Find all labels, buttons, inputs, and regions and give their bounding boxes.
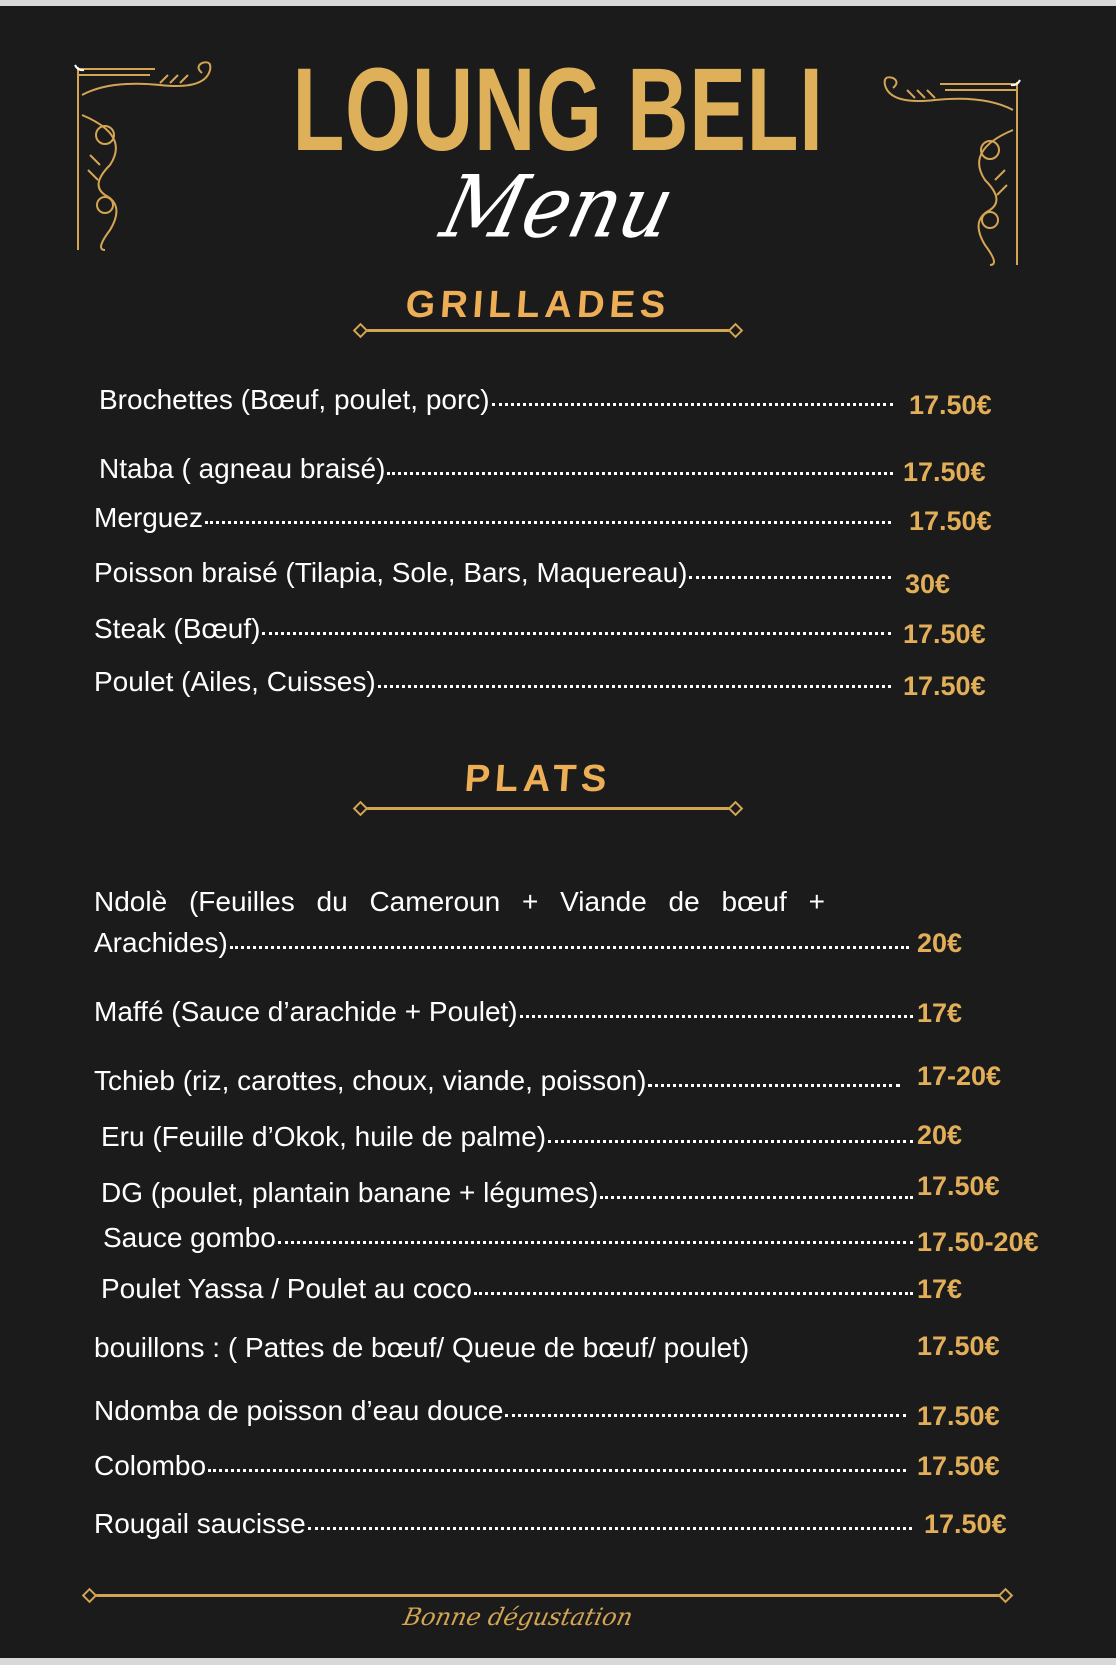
dot-leader [378,685,891,688]
menu-item [94,501,891,535]
item-name: Poulet Yassa / Poulet au coco [101,1273,472,1304]
dot-leader [648,1084,900,1087]
item-price: 17.50€ [917,1451,1000,1481]
menu-item [94,1394,906,1428]
dot-leader [387,472,893,475]
menu-item [103,1221,913,1255]
item-name: Ntaba ( agneau braisé) [99,453,386,484]
menu-item [94,995,913,1029]
dot-leader [205,521,891,524]
menu-item [94,1449,906,1483]
menu-item [99,383,893,417]
dot-leader [278,1241,913,1244]
menu-item [99,452,893,486]
footer-text: Bonne dégustation [400,1603,636,1631]
item-name-line1: Ndolè (Feuilles du Cameroun + Viande de bœuf + [94,886,825,917]
item-price: 17.50€ [917,1331,1000,1361]
item-price: 17.50€ [924,1509,1007,1539]
menu-item [94,612,891,646]
menu-item [101,1120,913,1154]
item-price: 17.50€ [903,671,986,701]
item-price: 17.50€ [917,1171,1000,1201]
item-name: Rougail saucisse [94,1508,306,1539]
item-price: 17-20€ [917,1061,1002,1091]
item-price: 17.50€ [903,619,986,649]
menu-item [94,1331,914,1365]
item-name: Poisson braisé (Tilapia, Sole, Bars, Maquereau) [94,557,688,588]
item-price: 17.50€ [909,390,992,420]
item-name: Poulet (Ailes, Cuisses) [94,666,376,697]
dot-leader [548,1140,913,1143]
item-name: Colombo [94,1450,207,1481]
footer-divider [90,1594,1005,1597]
dot-leader [208,1469,906,1472]
menu-item-line1 [94,885,914,919]
item-name: Merguez [94,502,203,533]
item-name: Maffé (Sauce d’arachide + Poulet) [94,996,518,1027]
menu-item [101,1176,913,1210]
item-price: 17.50-20€ [917,1227,1039,1257]
menu-item [94,1064,900,1098]
dot-leader [230,946,909,949]
item-name: Sauce gombo [103,1222,276,1253]
item-price: 17.50€ [917,1401,1000,1431]
restaurant-title: LOUNG BELI [292,44,824,176]
item-price: 20€ [917,928,963,958]
menu-subtitle: Menu [432,158,684,258]
dot-leader [262,632,891,635]
section-title-grillades: GRILLADES [404,284,672,326]
dot-leader [505,1414,906,1417]
menu-item [94,1507,912,1541]
dot-leader [474,1292,913,1295]
item-name: DG (poulet, plantain banane + légumes) [101,1177,599,1208]
dot-leader [520,1015,913,1018]
item-name: Eru (Feuille d’Okok, huile de palme) [101,1121,547,1152]
item-name: bouillons : ( Pattes de bœuf/ Queue de bœuf/ poulet) [94,1332,750,1363]
item-name: Arachides) [94,927,228,958]
section-divider [361,807,735,810]
menu-item [94,556,891,590]
item-price: 17€ [917,998,963,1028]
item-price: 30€ [905,569,951,599]
menu-item [94,665,891,699]
item-price: 20€ [917,1120,963,1150]
item-name: Brochettes (Bœuf, poulet, porc) [99,384,490,415]
section-title-plats: PLATS [463,758,613,800]
item-name: Steak (Bœuf) [94,613,261,644]
item-name: Ndomba de poisson d’eau douce [94,1395,504,1426]
item-price: 17.50€ [903,457,986,487]
dot-leader [600,1196,913,1199]
dot-leader [689,576,891,579]
dot-leader [308,1527,912,1530]
menu-item [94,926,909,960]
dot-leader [492,403,893,406]
section-divider [361,329,735,332]
menu-item [101,1272,913,1306]
item-name: Tchieb (riz, carottes, choux, viande, poisson) [94,1065,647,1096]
item-price: 17.50€ [909,506,992,536]
item-price: 17€ [917,1274,963,1304]
